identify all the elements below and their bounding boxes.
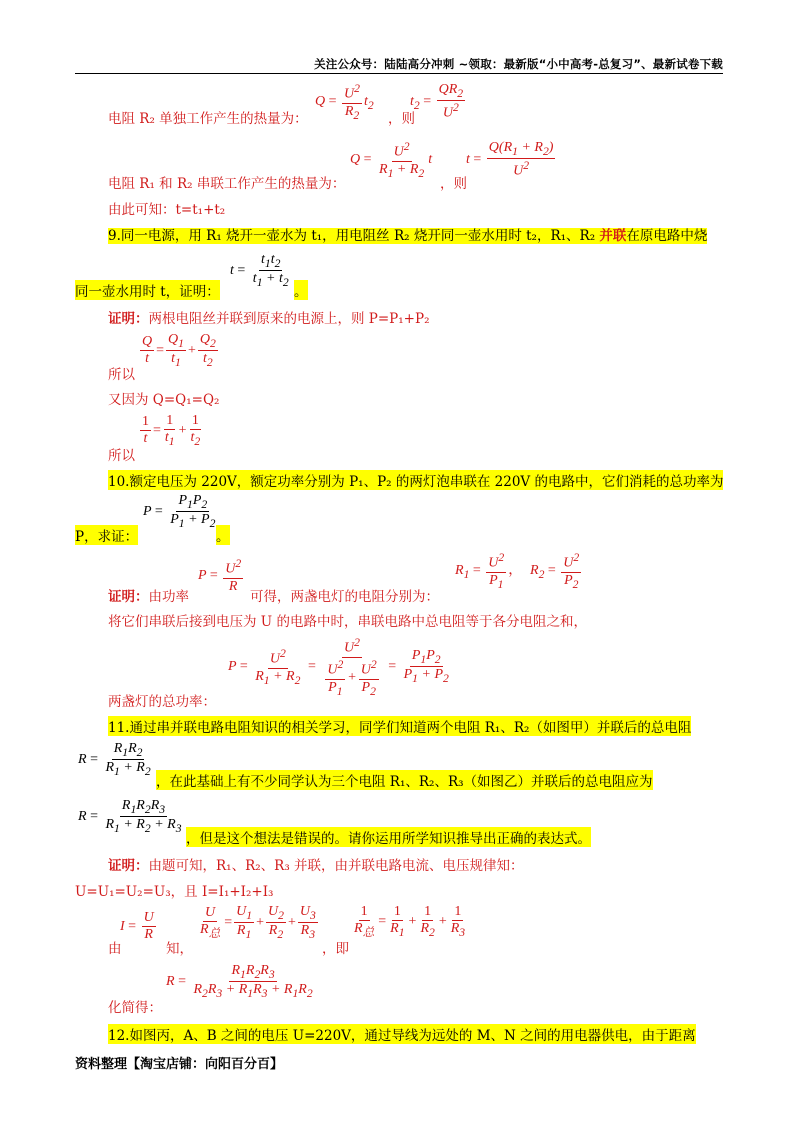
formula-ohm: I = $\frac{U}{R}$ [120,910,154,943]
q11-line1: 11.通过串并联电路电阻知识的相关学习，同学们知道两个电阻 R₁、R₂（如图甲）并联后的总电阻 [108,716,691,736]
formula-current-sum: $\frac{U}{R_总}$ = $\frac{U_1}{R_1}$ + $\frac{U_2}{R_2}$ + $\frac{U_3}{R_3}$ [200,904,316,942]
page-header: 关注公众号：陆陆高分冲刺 ~领取：最新版“小中高考-总复习”、最新试卷下载 [314,57,723,71]
formula-q9-result: $\frac{1}{t}$ = $\frac{1}{t_1}$ + $\frac{1}{t_2}$ [142,413,201,448]
simplify-text: 化简得： [108,1000,162,1016]
page-footer: 资料整理【淘宝店铺：向阳百分百】 [75,1057,284,1072]
formula-q11-three-wrong: R = $\frac{R_1R_2R_3}{R_1 + R_2 + R_3}$ [78,798,182,836]
q9-line2: 同一壶水用时 t，证明： [75,280,220,300]
formula-r1: $R_1$ = $\frac{U^2}{P_1}$ ， [455,551,523,591]
formula-q11-result: R = $\frac{R_1R_2R_3}{R_2R_3 + R_1R_3 + R_1R_2}$ [166,963,313,1001]
zhi-text: 知， [166,941,193,957]
formula-q9: t = $\frac{t_1t_2}{t_1 + t_2}$ [230,252,289,290]
formula-q10: P = $\frac{P_1P_2}{P_1 + P_2}$ [143,493,216,531]
q11-proof-line2: U=U₁=U₂=U₃，且 I=I₁+I₂+I₃ [75,884,274,900]
q11-line3: ，但是这个想法是错误的。请你运用所学知识推导出正确的表达式。 [186,827,591,847]
q12-line1: 12.如图丙，A、B 之间的电压 U=220V，通过导线为远处的 M、N 之间的用电器供电，由于距离 [108,1024,696,1044]
formula-total-power: P = $\frac{U^2}{R_1 + R_2}$ = $U^2$ $\frac{U^2}{P_1}$ + $\frac{U^2}{P_2}$ = $\frac{P_1P_2}{P_1 + P_2}$ [228,636,449,698]
formula-q-r2: Q = $\frac{U^2}{R_2}$ $t_2$ [315,82,374,122]
formula-q9-sum: $\frac{Q}{t}$ = $\frac{Q_1}{t_1}$ + $\frac{Q_2}{t_2}$ [142,332,216,370]
q10-proof-text: 可得，两盏电灯的电阻分别为： [250,589,439,605]
so-text-2: 所以 [108,448,135,464]
then-text-2: ，则 [440,176,467,192]
formula-t-series: t = $\frac{Q(R_1 + R_2)}{U^2}$ [466,140,554,179]
q11-line2: ，在此基础上有不少同学认为三个电阻 R₁、R₂、R₃（如图乙）并联后的总电阻应为 [156,770,653,790]
q9-proof-line: 证明：两根电阻丝并联到原来的电源上，则 P=P₁+P₂ [108,311,430,327]
q9-end: 。 [294,280,308,300]
q11-proof-line1: 证明：由题可知，R₁、R₂、R₃ 并联，由并联电路电流、电压规律知： [108,858,524,874]
q9-line1: 9.同一电源，用 R₁ 烧开一壶水为 t₁，用电阻丝 R₂ 烧开同一壶水用时 t₂，R₁、R₂ 并联在原电路中烧 [108,228,708,244]
formula-r2: $R_2$ = $\frac{U^2}{P_2}$ [530,551,580,591]
formula-reciprocal: $\frac{1}{R_总}$ = $\frac{1}{R_1}$ + $\frac{1}{R_2}$ + $\frac{1}{R_3}$ [354,904,466,939]
ji-text: ，即 [322,941,349,957]
q10-proof-line3: 两盏灯的总功率： [108,694,216,710]
q10-line2: P，求证： [75,525,138,545]
q10-end: 。 [216,525,230,545]
r2-heat-label: 电阻 R₂ 单独工作产生的热量为： [108,111,308,127]
header-divider [75,73,723,74]
again-text: 又因为 Q=Q₁=Q₂ [108,392,220,408]
formula-power: P = $\frac{U^2}{R}$ [198,557,242,594]
conclusion-text: 由此可知：t=t₁+t₂ [108,202,226,218]
so-text-1: 所以 [108,367,135,383]
formula-q-series: Q = $\frac{U^2}{R_1 + R_2}$ t [350,140,433,180]
you-text: 由 [108,941,122,957]
then-text-1: ，则 [388,111,415,127]
q10-proof-line1: 证明：由功率 [108,589,189,605]
q10-line1: 10.额定电压为 220V，额定功率分别为 P₁、P₂ 的两灯泡串联在 220V 的电路中，它们消耗的总功率为 [108,470,723,490]
formula-t2: $t_2$ = $\frac{QR_2}{U^2}$ [410,82,464,121]
q10-proof-line2: 将它们串联后接到电压为 U 的电路中时，串联电路中总电阻等于各分电阻之和， [108,614,587,630]
series-heat-label: 电阻 R₁ 和 R₂ 串联工作产生的热量为： [108,176,346,192]
formula-q11-two: R = $\frac{R_1R_2}{R_1 + R_2}$ [78,741,151,779]
